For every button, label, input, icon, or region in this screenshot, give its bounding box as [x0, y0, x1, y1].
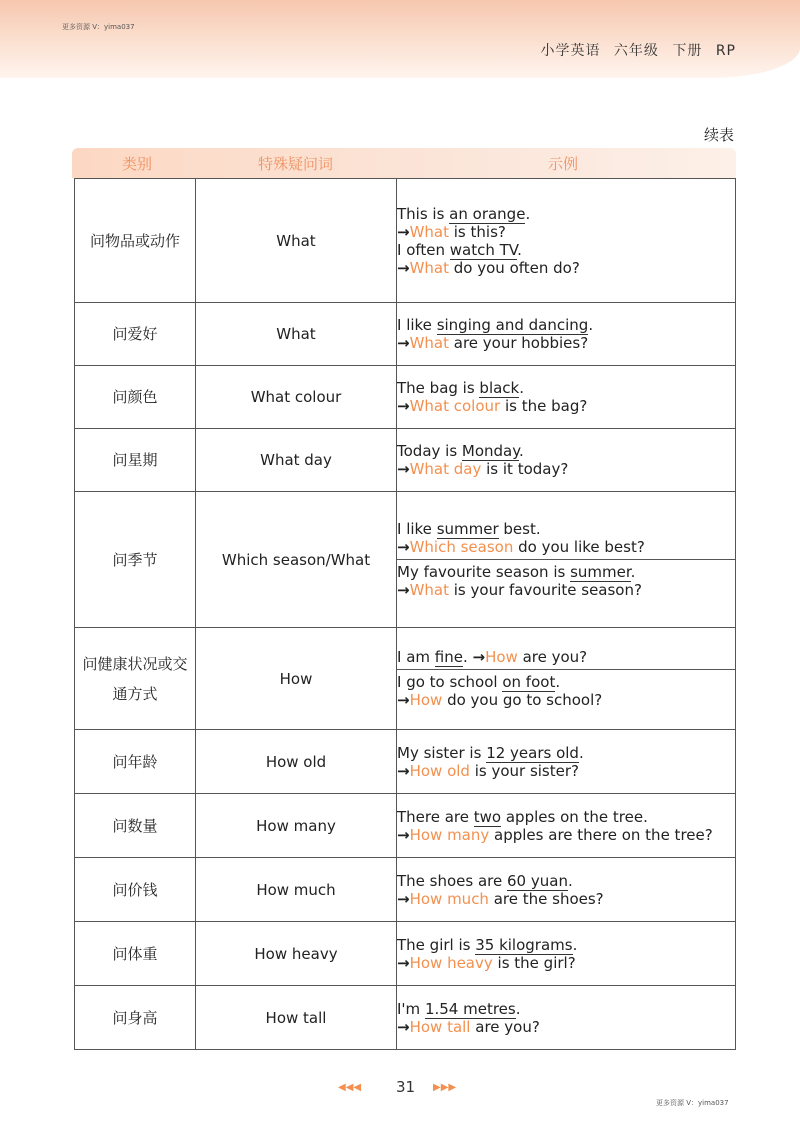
example-text: Today is — [397, 442, 462, 460]
example-cell — [397, 922, 736, 986]
example-line — [397, 954, 735, 972]
arrow-icon: → — [397, 258, 410, 277]
example-text: The bag is — [397, 379, 480, 397]
header-band — [0, 0, 800, 78]
underlined-answer: summer — [436, 520, 499, 538]
underlined-answer: 35 kilograms — [475, 935, 573, 954]
example-cell — [397, 492, 736, 628]
example-text: There are — [397, 807, 474, 826]
example-line — [397, 826, 735, 844]
example-text: My sister is — [397, 743, 487, 762]
prev-arrows-icon: ◀◀◀ — [338, 1082, 362, 1093]
example-line — [397, 379, 735, 397]
continued-label: 续表 — [703, 126, 734, 144]
underlined-answer: 12 years old — [486, 743, 579, 762]
question-word-cell: How — [196, 628, 397, 730]
example-text: . — [517, 240, 522, 259]
example-cell — [397, 628, 736, 730]
underlined-answer: Monday — [461, 442, 519, 460]
example-line — [397, 442, 735, 460]
example-text: are you? — [517, 648, 588, 666]
example-text: . — [555, 673, 561, 691]
question-word-answer: How heavy — [409, 953, 493, 972]
question-word-answer: How tall — [409, 1017, 471, 1036]
arrow-icon: → — [397, 1017, 410, 1036]
category-cell: 问数量 — [75, 794, 196, 858]
arrow-icon: → — [397, 460, 410, 478]
example-line — [397, 1000, 735, 1018]
question-word-answer: How — [485, 648, 518, 666]
example-line — [397, 205, 735, 223]
example-text: . — [462, 648, 473, 666]
question-word-cell: How heavy — [196, 922, 397, 986]
example-cell — [397, 858, 736, 922]
table-row — [75, 922, 736, 986]
underlined-answer: fine — [434, 648, 463, 666]
example-text: apples are there on the tree? — [489, 825, 713, 844]
question-word-answer: What — [409, 222, 449, 241]
table-row — [75, 303, 736, 366]
example-text: is the girl? — [492, 953, 576, 972]
table-row — [75, 429, 736, 492]
watermark-top: 更多资源 V：yima037 — [62, 23, 135, 31]
example-text: . — [567, 871, 573, 890]
example-cell — [397, 794, 736, 858]
question-word-answer: How — [409, 691, 443, 709]
table-row — [75, 492, 736, 628]
question-word-cell: How tall — [196, 986, 397, 1050]
table-body — [75, 179, 736, 1050]
category-cell: 问季节 — [75, 492, 196, 628]
question-word-cell: What — [196, 179, 397, 303]
arrow-icon: → — [472, 648, 486, 666]
category-cell: 问价钱 — [75, 858, 196, 922]
example-text: . — [519, 379, 525, 397]
example-block — [397, 645, 735, 669]
example-block — [397, 517, 735, 559]
underlined-answer: an orange — [449, 204, 526, 223]
example-line — [397, 691, 735, 709]
example-text: I like — [397, 520, 437, 538]
arrow-icon: → — [397, 538, 410, 556]
table-row — [75, 366, 736, 429]
example-text: is your favourite season? — [449, 581, 642, 599]
arrow-icon: → — [397, 222, 410, 241]
question-word-table — [74, 178, 736, 1050]
table-row — [75, 794, 736, 858]
arrow-icon: → — [397, 691, 410, 709]
example-line — [397, 890, 735, 908]
example-text: I am — [397, 648, 435, 666]
example-text: I go to school — [397, 673, 503, 691]
category-cell: 问颜色 — [75, 366, 196, 429]
category-cell: 问健康状况或交通方式 — [75, 628, 196, 730]
example-cell — [397, 303, 736, 366]
example-text: are the shoes? — [488, 889, 604, 908]
example-text: apples on the tree. — [501, 807, 648, 826]
question-word-answer: How many — [409, 825, 490, 844]
example-line — [397, 563, 735, 581]
example-cell — [397, 429, 736, 492]
example-text: best. — [498, 520, 541, 538]
question-word-cell: How old — [196, 730, 397, 794]
arrow-icon: → — [397, 334, 410, 352]
category-cell: 问星期 — [75, 429, 196, 492]
example-line — [397, 808, 735, 826]
example-text: This is — [397, 204, 450, 223]
table-header-row — [72, 148, 736, 178]
example-text: . — [572, 935, 578, 954]
watermark-bottom: 更多资源 V：yima037 — [656, 1099, 729, 1107]
example-block — [397, 669, 735, 712]
example-block — [397, 316, 735, 352]
example-line — [397, 538, 735, 556]
page-number: 31 — [396, 1078, 416, 1096]
underlined-answer: black — [479, 379, 520, 397]
example-block — [397, 936, 735, 972]
underlined-answer: watch TV — [449, 240, 518, 259]
example-line — [397, 673, 735, 691]
category-cell: 问体重 — [75, 922, 196, 986]
example-line — [397, 223, 735, 241]
question-word-cell: How many — [196, 794, 397, 858]
example-block — [397, 379, 735, 415]
question-word-answer: How old — [409, 761, 470, 780]
example-line — [397, 397, 735, 415]
example-text: do you like best? — [513, 538, 645, 556]
underlined-answer: on foot — [502, 673, 556, 691]
example-line — [397, 316, 735, 334]
example-block — [397, 205, 735, 277]
arrow-icon: → — [397, 397, 410, 415]
example-text: The girl is — [397, 935, 476, 954]
example-block — [397, 808, 735, 844]
next-arrows-icon: ▶▶▶ — [433, 1082, 457, 1093]
question-word-answer: What — [409, 258, 449, 277]
example-line — [397, 1018, 735, 1036]
example-text: do you often do? — [449, 258, 580, 277]
example-line — [397, 762, 735, 780]
underlined-answer: 1.54 metres — [424, 999, 516, 1018]
example-text: I like — [397, 316, 437, 334]
example-line — [397, 872, 735, 890]
example-line — [397, 581, 735, 599]
question-word-answer: What colour — [409, 397, 501, 415]
example-text: is your sister? — [469, 761, 579, 780]
example-cell — [397, 730, 736, 794]
example-block — [397, 872, 735, 908]
example-block — [397, 442, 735, 478]
example-line — [397, 241, 735, 259]
arrow-icon: → — [397, 761, 410, 780]
underlined-answer: singing and dancing — [436, 316, 589, 334]
header-category: 类别 — [122, 155, 153, 173]
question-word-cell: Which season/What — [196, 492, 397, 628]
question-word-answer: What day — [409, 460, 482, 478]
example-block — [397, 744, 735, 780]
example-text: I'm — [397, 999, 425, 1018]
arrow-icon: → — [397, 825, 410, 844]
arrow-icon: → — [397, 953, 410, 972]
table-row — [75, 179, 736, 303]
category-cell: 问爱好 — [75, 303, 196, 366]
example-text: . — [588, 316, 594, 334]
question-word-cell: How much — [196, 858, 397, 922]
question-word-cell: What day — [196, 429, 397, 492]
example-text: is this? — [449, 222, 506, 241]
example-block — [397, 559, 735, 602]
category-cell: 问年龄 — [75, 730, 196, 794]
example-line — [397, 259, 735, 277]
example-text: My favourite season is — [397, 563, 571, 581]
example-text: do you go to school? — [442, 691, 603, 709]
example-line — [397, 936, 735, 954]
header-title: 小学英语 六年级 下册 RP — [540, 43, 736, 59]
question-word-answer: Which season — [409, 538, 514, 556]
header-question-word: 特殊疑问词 — [258, 155, 334, 173]
table-row — [75, 628, 736, 730]
question-word-answer: How much — [409, 889, 489, 908]
example-line — [397, 460, 735, 478]
example-text: are your hobbies? — [449, 334, 589, 352]
example-text: is it today? — [481, 460, 569, 478]
example-text: is the bag? — [500, 397, 588, 415]
header-example: 示例 — [548, 155, 579, 173]
underlined-answer: 60 yuan — [507, 871, 568, 890]
example-line — [397, 520, 735, 538]
example-line — [397, 648, 735, 666]
example-line — [397, 744, 735, 762]
category-cell: 问物品或动作 — [75, 179, 196, 303]
example-text: I often — [397, 240, 450, 259]
example-text: . — [518, 442, 524, 460]
table-row — [75, 858, 736, 922]
example-text: . — [578, 743, 584, 762]
example-block — [397, 1000, 735, 1036]
arrow-icon: → — [397, 889, 410, 908]
category-cell: 问身高 — [75, 986, 196, 1050]
example-text: are you? — [470, 1017, 540, 1036]
example-text: . — [515, 999, 521, 1018]
table-row — [75, 986, 736, 1050]
example-line — [397, 334, 735, 352]
example-cell — [397, 179, 736, 303]
arrow-icon: → — [397, 581, 410, 599]
question-word-cell: What colour — [196, 366, 397, 429]
example-cell — [397, 986, 736, 1050]
question-word-cell: What — [196, 303, 397, 366]
table-row — [75, 730, 736, 794]
example-text: The shoes are — [397, 871, 508, 890]
underlined-answer: two — [473, 807, 502, 826]
example-text: . — [630, 563, 636, 581]
example-cell — [397, 366, 736, 429]
question-word-answer: What — [409, 334, 449, 352]
example-text: . — [525, 204, 531, 223]
question-word-answer: What — [409, 581, 449, 599]
underlined-answer: summer — [570, 563, 631, 581]
